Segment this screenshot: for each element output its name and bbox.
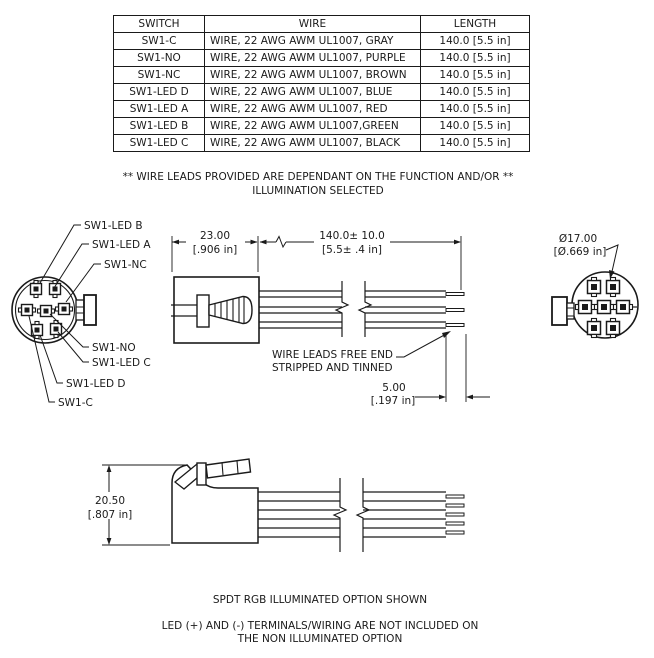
table-cell: 140.0 [5.5 in] (421, 33, 530, 50)
wires-3 (259, 291, 446, 328)
side-view-drawing (171, 230, 490, 407)
connector-key-tab (76, 300, 84, 320)
table-cell: SW1-LED A (114, 101, 205, 118)
pin-label-sw1-led-c: SW1-LED C (92, 357, 151, 369)
break-symbol (334, 478, 346, 552)
stripped-tip (446, 309, 464, 312)
pin-label-sw1-led-a: SW1-LED A (92, 239, 151, 251)
stripped-tip (446, 513, 464, 516)
note-line-2: ILLUMINATION SELECTED (252, 185, 384, 197)
led-note-line-2: THE NON ILLUMINATED OPTION (237, 633, 403, 645)
table-cell: SW1-C (114, 33, 205, 50)
table-cell: 140.0 [5.5 in] (421, 101, 530, 118)
pin-label-sw1-no: SW1-NO (92, 342, 136, 354)
table-cell: WIRE, 22 AWG AWM UL1007, BLACK (205, 135, 421, 152)
table-cell: SW1-LED D (114, 84, 205, 101)
table-cell: 140.0 [5.5 in] (421, 50, 530, 67)
strip-note-line-2: STRIPPED AND TINNED (272, 362, 393, 374)
table-cell: 140.0 [5.5 in] (421, 67, 530, 84)
table-cell: SW1-NC (114, 67, 205, 84)
dim-strip-length-mm: 5.00 (382, 382, 406, 394)
table-cell: WIRE, 22 AWG AWM UL1007,GREEN (205, 118, 421, 135)
rear-key-tab (552, 297, 567, 325)
rear-terminals (576, 278, 633, 338)
front-terminals (19, 281, 73, 339)
table-cell: WIRE, 22 AWG AWM UL1007, GRAY (205, 33, 421, 50)
stripped-tip (446, 531, 464, 534)
pin-label-sw1-nc: SW1-NC (104, 259, 147, 271)
pin-label-sw1-led-d: SW1-LED D (66, 378, 126, 390)
dim-body-width-in: [.906 in] (192, 244, 238, 256)
header-switch: SWITCH (114, 16, 205, 33)
stripped-tip (446, 293, 464, 296)
dim-wire-length-in: [5.5± .4 in] (322, 244, 382, 256)
note-line-1: ** WIRE LEADS PROVIDED ARE DEPENDANT ON THE FUNCTION AND/OR ** (122, 171, 514, 183)
dim-body-height-in: [.807 in] (87, 509, 133, 521)
dim-wire-length-mm: 140.0± 10.0 (319, 230, 385, 242)
stripped-tip (446, 522, 464, 525)
led-note-line-1: LED (+) AND (-) TERMINALS/WIRING ARE NOT INCLUDED ON (161, 620, 479, 632)
rear-view-drawing (552, 233, 638, 338)
pin-label-sw1-c: SW1-C (58, 397, 93, 409)
table-cell: WIRE, 22 AWG AWM UL1007, RED (205, 101, 421, 118)
table-cell: SW1-LED B (114, 118, 205, 135)
header-length: LENGTH (421, 16, 530, 33)
table-cell: SW1-NO (114, 50, 205, 67)
table-cell: SW1-LED C (114, 135, 205, 152)
table-cell: WIRE, 22 AWG AWM UL1007, BROWN (205, 67, 421, 84)
pinout-front-view (12, 220, 151, 409)
strip-note-leader (396, 333, 448, 357)
stripped-tip (446, 504, 464, 507)
leader-sw1-led-b (40, 225, 81, 283)
dim-body-height-mm: 20.50 (94, 495, 126, 507)
latch-end (206, 459, 251, 478)
strip-note-line-1: WIRE LEADS FREE END (272, 349, 394, 361)
option-shown-text: SPDT RGB ILLUMINATED OPTION SHOWN (212, 594, 428, 606)
dim-body-width-mm: 23.00 (199, 230, 231, 242)
table-cell: WIRE, 22 AWG AWM UL1007, BLUE (205, 84, 421, 101)
stripped-tip (446, 324, 464, 327)
dim-strip-length-in: [.197 in] (370, 395, 416, 407)
table-cell: 140.0 [5.5 in] (421, 118, 530, 135)
wires-5 (258, 492, 446, 537)
table-cell: WIRE, 22 AWG AWM UL1007, PURPLE (205, 50, 421, 67)
table-cell: 140.0 [5.5 in] (421, 135, 530, 152)
dim-diameter-mm: Ø17.00 (558, 233, 598, 245)
dim-diameter-in: [Ø.669 in] (553, 246, 607, 258)
header-wire: WIRE (205, 16, 421, 33)
table-cell: 140.0 [5.5 in] (421, 84, 530, 101)
break-symbol (357, 478, 369, 552)
stripped-tip (446, 495, 464, 498)
pin-label-sw1-led-b: SW1-LED B (84, 220, 143, 232)
bottom-view-drawing (88, 459, 464, 552)
